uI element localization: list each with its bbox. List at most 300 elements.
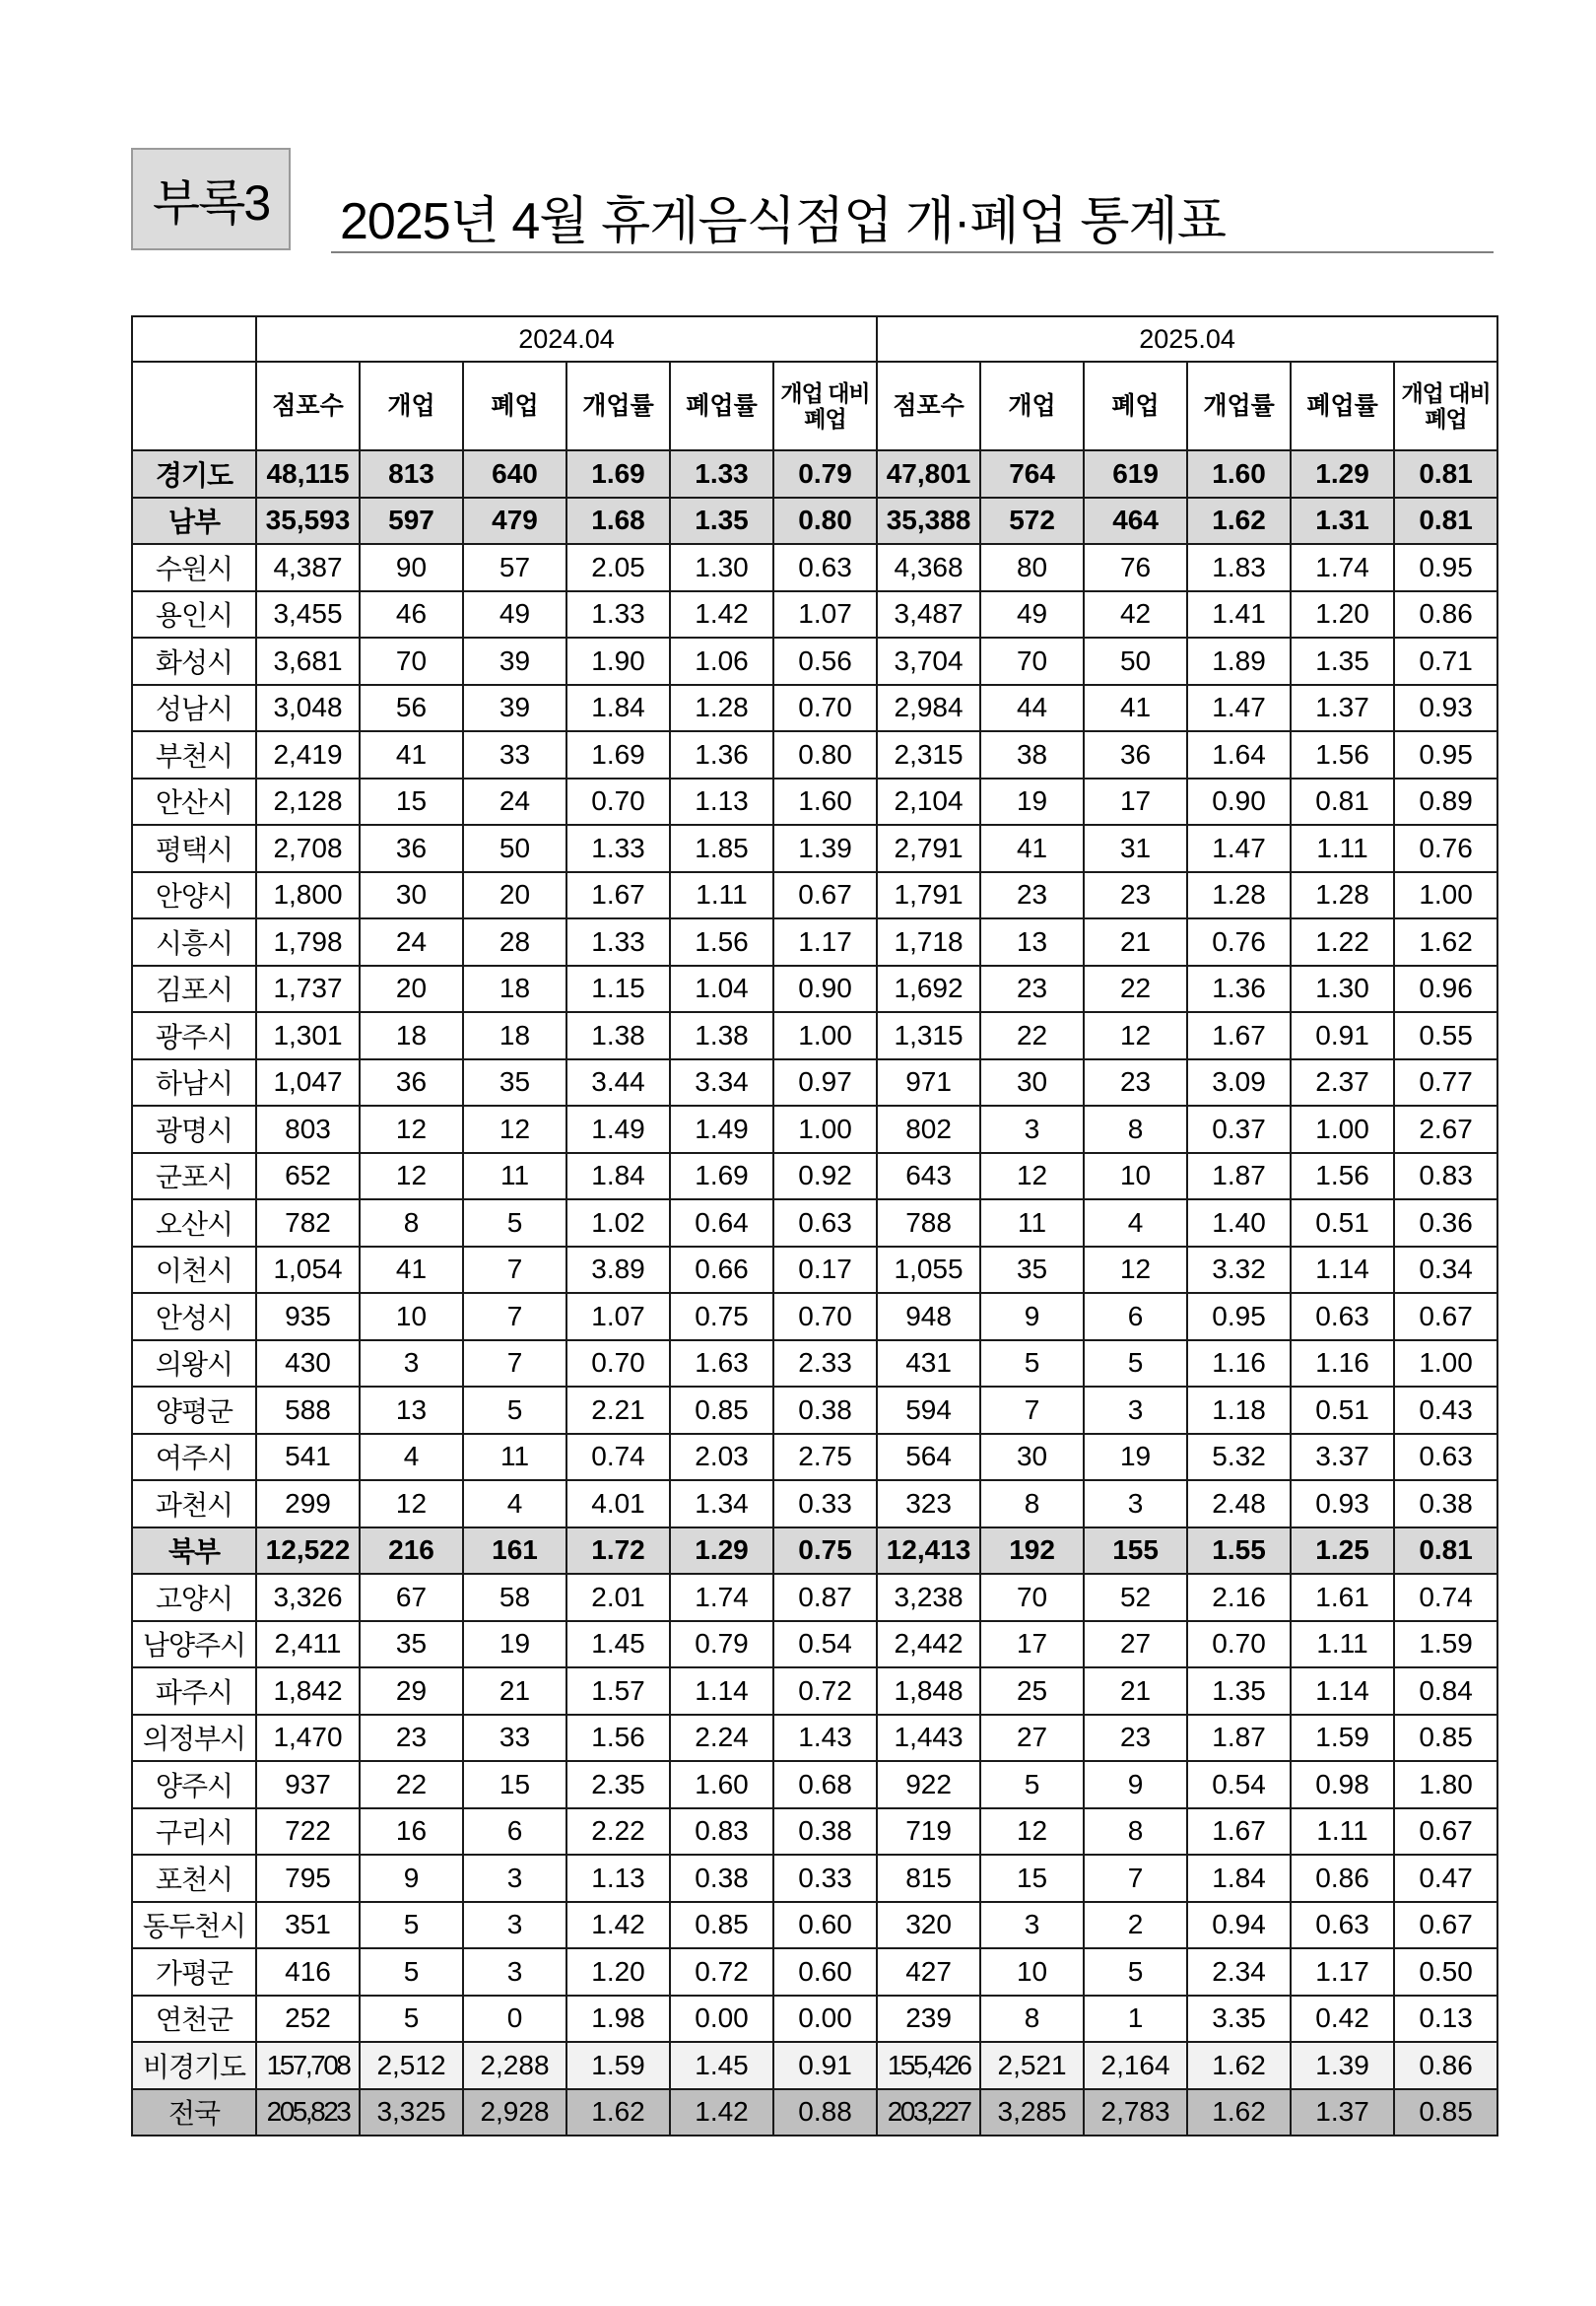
cell-openings-y2025: 192 [980, 1527, 1084, 1575]
cell-closures-y2025: 76 [1084, 544, 1187, 591]
table-row [132, 2042, 1497, 2089]
table-row [132, 1902, 1497, 1949]
cell-opening-rate-y2024: 1.69 [566, 731, 670, 779]
table-row [132, 2089, 1497, 2136]
table-row [132, 1715, 1497, 1762]
cell-store-count-y2025: 643 [877, 1153, 980, 1200]
table-row [132, 1480, 1497, 1527]
column-header-store-count: 점포수 [877, 362, 980, 450]
table-row [132, 1574, 1497, 1621]
cell-closure-to-opening-ratio-y2024: 0.91 [773, 2042, 877, 2089]
region-name-cell: 양평군 [132, 1387, 256, 1434]
cell-opening-rate-y2025: 0.90 [1187, 779, 1291, 826]
cell-closure-rate-y2024: 1.45 [670, 2042, 773, 2089]
cell-store-count-y2024: 722 [256, 1808, 360, 1856]
cell-openings-y2025: 3,285 [980, 2089, 1084, 2136]
cell-closure-to-opening-ratio-y2024: 0.68 [773, 1761, 877, 1808]
cell-openings-y2024: 12 [360, 1480, 463, 1527]
cell-store-count-y2025: 3,704 [877, 638, 980, 685]
cell-closures-y2025: 41 [1084, 685, 1187, 732]
cell-opening-rate-y2024: 1.59 [566, 2042, 670, 2089]
cell-openings-y2025: 12 [980, 1808, 1084, 1856]
region-name-cell: 의정부시 [132, 1715, 256, 1762]
cell-closure-rate-y2024: 1.30 [670, 544, 773, 591]
cell-closure-to-opening-ratio-y2024: 0.56 [773, 638, 877, 685]
cell-closures-y2024: 58 [463, 1574, 566, 1621]
column-header-closure-to-opening-ratio: 개업 대비 폐업 [773, 362, 877, 450]
column-header-closure-to-opening-ratio: 개업 대비 폐업 [1394, 362, 1497, 450]
cell-openings-y2025: 7 [980, 1387, 1084, 1434]
cell-closure-rate-y2025: 1.37 [1291, 685, 1394, 732]
cell-closure-to-opening-ratio-y2024: 0.72 [773, 1667, 877, 1715]
cell-closures-y2025: 31 [1084, 825, 1187, 872]
cell-closure-rate-y2024: 1.42 [670, 591, 773, 639]
cell-closures-y2024: 2,928 [463, 2089, 566, 2136]
cell-store-count-y2025: 155,426 [877, 2042, 980, 2089]
cell-store-count-y2025: 2,104 [877, 779, 980, 826]
cell-openings-y2025: 17 [980, 1621, 1084, 1668]
cell-closures-y2025: 12 [1084, 1012, 1187, 1059]
cell-openings-y2024: 70 [360, 638, 463, 685]
cell-closures-y2024: 11 [463, 1153, 566, 1200]
cell-openings-y2024: 3,325 [360, 2089, 463, 2136]
cell-opening-rate-y2024: 1.33 [566, 591, 670, 639]
cell-store-count-y2024: 1,470 [256, 1715, 360, 1762]
cell-closure-to-opening-ratio-y2025: 0.85 [1394, 2089, 1497, 2136]
cell-closure-rate-y2024: 1.36 [670, 731, 773, 779]
cell-closures-y2025: 2 [1084, 1902, 1187, 1949]
region-name-cell: 파주시 [132, 1667, 256, 1715]
cell-closure-to-opening-ratio-y2025: 2.67 [1394, 1106, 1497, 1153]
cell-closure-to-opening-ratio-y2025: 1.80 [1394, 1761, 1497, 1808]
cell-openings-y2024: 5 [360, 1996, 463, 2043]
cell-closures-y2025: 1 [1084, 1996, 1187, 2043]
cell-closures-y2025: 5 [1084, 1340, 1187, 1388]
cell-openings-y2025: 12 [980, 1153, 1084, 1200]
cell-closure-rate-y2025: 0.86 [1291, 1855, 1394, 1902]
cell-closure-to-opening-ratio-y2024: 0.60 [773, 1902, 877, 1949]
region-name-cell: 남양주시 [132, 1621, 256, 1668]
table-row [132, 591, 1497, 639]
cell-closure-rate-y2024: 0.72 [670, 1948, 773, 1996]
cell-closures-y2025: 21 [1084, 918, 1187, 966]
cell-closures-y2025: 42 [1084, 591, 1187, 639]
cell-store-count-y2025: 3,238 [877, 1574, 980, 1621]
cell-opening-rate-y2024: 1.13 [566, 1855, 670, 1902]
cell-closure-to-opening-ratio-y2025: 1.00 [1394, 872, 1497, 919]
cell-opening-rate-y2024: 1.84 [566, 685, 670, 732]
cell-opening-rate-y2024: 3.89 [566, 1247, 670, 1294]
cell-closure-rate-y2025: 0.51 [1291, 1199, 1394, 1247]
cell-opening-rate-y2024: 1.20 [566, 1948, 670, 1996]
table-row [132, 1527, 1497, 1575]
cell-closures-y2024: 49 [463, 591, 566, 639]
cell-opening-rate-y2025: 1.18 [1187, 1387, 1291, 1434]
cell-closure-to-opening-ratio-y2024: 0.33 [773, 1855, 877, 1902]
table-row [132, 1621, 1497, 1668]
table-row [132, 825, 1497, 872]
cell-store-count-y2025: 922 [877, 1761, 980, 1808]
cell-openings-y2025: 38 [980, 731, 1084, 779]
cell-store-count-y2025: 35,388 [877, 498, 980, 545]
cell-closures-y2025: 10 [1084, 1153, 1187, 1200]
region-name-cell: 성남시 [132, 685, 256, 732]
cell-closures-y2025: 8 [1084, 1106, 1187, 1153]
table-row [132, 779, 1497, 826]
cell-openings-y2024: 46 [360, 591, 463, 639]
cell-opening-rate-y2025: 2.48 [1187, 1480, 1291, 1527]
cell-closure-rate-y2025: 0.91 [1291, 1012, 1394, 1059]
cell-closure-to-opening-ratio-y2024: 0.92 [773, 1153, 877, 1200]
table-row [132, 685, 1497, 732]
cell-openings-y2025: 23 [980, 872, 1084, 919]
cell-openings-y2024: 597 [360, 498, 463, 545]
cell-opening-rate-y2024: 1.33 [566, 825, 670, 872]
cell-closures-y2025: 23 [1084, 872, 1187, 919]
cell-closure-to-opening-ratio-y2024: 0.97 [773, 1059, 877, 1107]
cell-opening-rate-y2025: 1.62 [1187, 498, 1291, 545]
cell-closure-to-opening-ratio-y2025: 0.13 [1394, 1996, 1497, 2043]
region-name-cell: 안양시 [132, 872, 256, 919]
cell-closure-to-opening-ratio-y2024: 1.39 [773, 825, 877, 872]
region-name-cell: 광주시 [132, 1012, 256, 1059]
cell-opening-rate-y2024: 1.07 [566, 1293, 670, 1340]
cell-closure-rate-y2025: 2.37 [1291, 1059, 1394, 1107]
cell-opening-rate-y2025: 1.55 [1187, 1527, 1291, 1575]
cell-store-count-y2025: 3,487 [877, 591, 980, 639]
cell-store-count-y2024: 588 [256, 1387, 360, 1434]
table-row [132, 1996, 1497, 2043]
cell-openings-y2024: 2,512 [360, 2042, 463, 2089]
cell-closure-rate-y2025: 1.56 [1291, 731, 1394, 779]
cell-openings-y2025: 15 [980, 1855, 1084, 1902]
cell-closure-to-opening-ratio-y2025: 1.00 [1394, 1340, 1497, 1388]
region-name-cell: 오산시 [132, 1199, 256, 1247]
cell-closures-y2024: 18 [463, 966, 566, 1013]
cell-openings-y2024: 20 [360, 966, 463, 1013]
period-header-2025: 2025.04 [877, 316, 1497, 362]
cell-closures-y2024: 11 [463, 1434, 566, 1481]
column-header-openings: 개업 [980, 362, 1084, 450]
cell-store-count-y2024: 205,823 [256, 2089, 360, 2136]
cell-closures-y2025: 27 [1084, 1621, 1187, 1668]
table-row [132, 1855, 1497, 1902]
cell-openings-y2024: 16 [360, 1808, 463, 1856]
cell-opening-rate-y2025: 1.64 [1187, 731, 1291, 779]
cell-closure-rate-y2025: 0.63 [1291, 1902, 1394, 1949]
cell-openings-y2025: 8 [980, 1996, 1084, 2043]
table-row [132, 1387, 1497, 1434]
cell-store-count-y2025: 2,315 [877, 731, 980, 779]
column-header-closures: 폐업 [1084, 362, 1187, 450]
cell-store-count-y2024: 937 [256, 1761, 360, 1808]
cell-openings-y2024: 41 [360, 731, 463, 779]
cell-closures-y2025: 3 [1084, 1480, 1187, 1527]
region-name-cell: 가평군 [132, 1948, 256, 1996]
cell-closure-to-opening-ratio-y2025: 0.86 [1394, 2042, 1497, 2089]
cell-opening-rate-y2025: 3.09 [1187, 1059, 1291, 1107]
cell-opening-rate-y2025: 1.87 [1187, 1715, 1291, 1762]
cell-openings-y2025: 3 [980, 1902, 1084, 1949]
cell-closure-rate-y2024: 1.11 [670, 872, 773, 919]
cell-closure-to-opening-ratio-y2025: 0.89 [1394, 779, 1497, 826]
cell-openings-y2025: 572 [980, 498, 1084, 545]
cell-closure-to-opening-ratio-y2024: 1.07 [773, 591, 877, 639]
region-name-cell: 경기도 [132, 450, 256, 498]
cell-opening-rate-y2024: 1.02 [566, 1199, 670, 1247]
cell-store-count-y2024: 299 [256, 1480, 360, 1527]
cell-closure-to-opening-ratio-y2025: 0.85 [1394, 1715, 1497, 1762]
cell-openings-y2025: 19 [980, 779, 1084, 826]
cell-closures-y2025: 155 [1084, 1527, 1187, 1575]
cell-openings-y2024: 5 [360, 1948, 463, 1996]
cell-store-count-y2025: 1,055 [877, 1247, 980, 1294]
cell-closure-rate-y2024: 1.04 [670, 966, 773, 1013]
cell-opening-rate-y2025: 1.16 [1187, 1340, 1291, 1388]
cell-closures-y2024: 19 [463, 1621, 566, 1668]
table-row [132, 1948, 1497, 1996]
cell-closures-y2024: 33 [463, 1715, 566, 1762]
cell-openings-y2024: 813 [360, 450, 463, 498]
region-name-cell: 포천시 [132, 1855, 256, 1902]
cell-opening-rate-y2024: 3.44 [566, 1059, 670, 1107]
table-body [132, 450, 1497, 2136]
cell-closure-rate-y2025: 1.61 [1291, 1574, 1394, 1621]
cell-store-count-y2024: 2,128 [256, 779, 360, 826]
cell-openings-y2025: 25 [980, 1667, 1084, 1715]
cell-closure-rate-y2024: 0.75 [670, 1293, 773, 1340]
cell-store-count-y2025: 1,791 [877, 872, 980, 919]
cell-closure-rate-y2024: 0.79 [670, 1621, 773, 1668]
cell-store-count-y2025: 1,443 [877, 1715, 980, 1762]
cell-store-count-y2024: 935 [256, 1293, 360, 1340]
region-name-cell: 안성시 [132, 1293, 256, 1340]
cell-openings-y2024: 5 [360, 1902, 463, 1949]
cell-store-count-y2024: 35,593 [256, 498, 360, 545]
cell-openings-y2025: 5 [980, 1340, 1084, 1388]
cell-openings-y2025: 35 [980, 1247, 1084, 1294]
cell-store-count-y2024: 3,326 [256, 1574, 360, 1621]
cell-closure-rate-y2025: 1.11 [1291, 1808, 1394, 1856]
region-name-cell: 평택시 [132, 825, 256, 872]
cell-closure-rate-y2024: 1.49 [670, 1106, 773, 1153]
cell-closure-to-opening-ratio-y2024: 0.70 [773, 685, 877, 732]
cell-closure-to-opening-ratio-y2024: 0.67 [773, 872, 877, 919]
cell-closures-y2024: 3 [463, 1902, 566, 1949]
table-row [132, 1293, 1497, 1340]
cell-opening-rate-y2024: 1.42 [566, 1902, 670, 1949]
cell-opening-rate-y2025: 1.84 [1187, 1855, 1291, 1902]
cell-closure-rate-y2025: 1.11 [1291, 825, 1394, 872]
column-header-closure-rate: 폐업률 [1291, 362, 1394, 450]
cell-closures-y2024: 57 [463, 544, 566, 591]
cell-closure-to-opening-ratio-y2025: 0.63 [1394, 1434, 1497, 1481]
cell-store-count-y2024: 3,048 [256, 685, 360, 732]
region-name-cell: 부천시 [132, 731, 256, 779]
cell-store-count-y2025: 431 [877, 1340, 980, 1388]
cell-store-count-y2024: 416 [256, 1948, 360, 1996]
cell-closure-rate-y2025: 1.00 [1291, 1106, 1394, 1153]
cell-openings-y2025: 49 [980, 591, 1084, 639]
cell-opening-rate-y2025: 0.70 [1187, 1621, 1291, 1668]
cell-closures-y2024: 5 [463, 1199, 566, 1247]
cell-openings-y2024: 13 [360, 1387, 463, 1434]
cell-opening-rate-y2024: 1.62 [566, 2089, 670, 2136]
cell-closure-to-opening-ratio-y2025: 0.95 [1394, 731, 1497, 779]
cell-closures-y2024: 39 [463, 685, 566, 732]
cell-closure-rate-y2024: 0.85 [670, 1902, 773, 1949]
cell-closure-rate-y2024: 1.74 [670, 1574, 773, 1621]
cell-openings-y2025: 11 [980, 1199, 1084, 1247]
cell-closure-to-opening-ratio-y2025: 0.74 [1394, 1574, 1497, 1621]
cell-openings-y2024: 18 [360, 1012, 463, 1059]
cell-store-count-y2024: 1,798 [256, 918, 360, 966]
cell-closure-rate-y2024: 0.83 [670, 1808, 773, 1856]
region-name-cell: 고양시 [132, 1574, 256, 1621]
cell-closure-to-opening-ratio-y2024: 0.60 [773, 1948, 877, 1996]
cell-openings-y2025: 30 [980, 1434, 1084, 1481]
cell-openings-y2024: 3 [360, 1340, 463, 1388]
cell-openings-y2024: 8 [360, 1199, 463, 1247]
cell-store-count-y2024: 1,842 [256, 1667, 360, 1715]
cell-openings-y2025: 27 [980, 1715, 1084, 1762]
cell-store-count-y2024: 2,411 [256, 1621, 360, 1668]
table-row [132, 1340, 1497, 1388]
cell-closure-rate-y2025: 0.42 [1291, 1996, 1394, 2043]
cell-store-count-y2024: 351 [256, 1902, 360, 1949]
cell-closures-y2025: 9 [1084, 1761, 1187, 1808]
table-row [132, 638, 1497, 685]
cell-opening-rate-y2024: 1.72 [566, 1527, 670, 1575]
cell-openings-y2024: 12 [360, 1106, 463, 1153]
cell-closure-rate-y2025: 1.25 [1291, 1527, 1394, 1575]
cell-opening-rate-y2025: 5.32 [1187, 1434, 1291, 1481]
cell-store-count-y2024: 1,047 [256, 1059, 360, 1107]
cell-closure-to-opening-ratio-y2025: 0.81 [1394, 1527, 1497, 1575]
cell-closures-y2024: 18 [463, 1012, 566, 1059]
cell-closures-y2025: 17 [1084, 779, 1187, 826]
cell-opening-rate-y2025: 1.28 [1187, 872, 1291, 919]
cell-closure-to-opening-ratio-y2024: 0.38 [773, 1808, 877, 1856]
cell-openings-y2024: 9 [360, 1855, 463, 1902]
cell-closure-to-opening-ratio-y2024: 1.17 [773, 918, 877, 966]
cell-closures-y2024: 479 [463, 498, 566, 545]
table-row [132, 966, 1497, 1013]
cell-closure-to-opening-ratio-y2025: 0.71 [1394, 638, 1497, 685]
cell-opening-rate-y2024: 1.45 [566, 1621, 670, 1668]
cell-closure-rate-y2024: 1.06 [670, 638, 773, 685]
cell-store-count-y2024: 157,708 [256, 2042, 360, 2089]
period-header-2024: 2024.04 [256, 316, 877, 362]
cell-store-count-y2024: 541 [256, 1434, 360, 1481]
cell-closure-to-opening-ratio-y2024: 0.79 [773, 450, 877, 498]
cell-opening-rate-y2024: 2.05 [566, 544, 670, 591]
cell-closure-to-opening-ratio-y2025: 0.81 [1394, 498, 1497, 545]
table-row [132, 1106, 1497, 1153]
cell-opening-rate-y2025: 1.47 [1187, 825, 1291, 872]
region-name-cell: 남부 [132, 498, 256, 545]
cell-opening-rate-y2024: 1.90 [566, 638, 670, 685]
cell-opening-rate-y2024: 1.84 [566, 1153, 670, 1200]
cell-closure-rate-y2024: 0.85 [670, 1387, 773, 1434]
cell-store-count-y2024: 782 [256, 1199, 360, 1247]
cell-closure-to-opening-ratio-y2025: 0.93 [1394, 685, 1497, 732]
cell-opening-rate-y2024: 2.22 [566, 1808, 670, 1856]
cell-closure-rate-y2025: 0.81 [1291, 779, 1394, 826]
cell-openings-y2025: 41 [980, 825, 1084, 872]
cell-closure-rate-y2024: 1.28 [670, 685, 773, 732]
cell-closures-y2025: 5 [1084, 1948, 1187, 1996]
cell-closure-to-opening-ratio-y2024: 0.87 [773, 1574, 877, 1621]
cell-closure-to-opening-ratio-y2025: 0.84 [1394, 1667, 1497, 1715]
region-name-cell: 용인시 [132, 591, 256, 639]
cell-closure-rate-y2024: 1.33 [670, 450, 773, 498]
cell-closure-to-opening-ratio-y2025: 0.47 [1394, 1855, 1497, 1902]
cell-closure-rate-y2025: 0.93 [1291, 1480, 1394, 1527]
cell-closure-to-opening-ratio-y2025: 0.83 [1394, 1153, 1497, 1200]
table-row [132, 872, 1497, 919]
cell-openings-y2025: 80 [980, 544, 1084, 591]
cell-closure-rate-y2025: 1.39 [1291, 2042, 1394, 2089]
cell-closure-rate-y2024: 2.24 [670, 1715, 773, 1762]
cell-opening-rate-y2024: 2.21 [566, 1387, 670, 1434]
page-title: 2025년 4월 휴게음식점업 개·폐업 통계표 [340, 193, 1226, 250]
cell-closures-y2024: 21 [463, 1667, 566, 1715]
cell-closures-y2024: 15 [463, 1761, 566, 1808]
cell-closure-rate-y2025: 1.17 [1291, 1948, 1394, 1996]
cell-openings-y2025: 13 [980, 918, 1084, 966]
cell-openings-y2025: 70 [980, 638, 1084, 685]
cell-closure-rate-y2025: 1.56 [1291, 1153, 1394, 1200]
cell-closure-rate-y2025: 1.59 [1291, 1715, 1394, 1762]
cell-closure-rate-y2025: 1.37 [1291, 2089, 1394, 2136]
cell-store-count-y2024: 430 [256, 1340, 360, 1388]
table-row [132, 1059, 1497, 1107]
cell-closures-y2025: 4 [1084, 1199, 1187, 1247]
cell-closures-y2025: 23 [1084, 1059, 1187, 1107]
cell-closure-to-opening-ratio-y2024: 0.38 [773, 1387, 877, 1434]
cell-store-count-y2024: 3,681 [256, 638, 360, 685]
cell-closure-to-opening-ratio-y2024: 0.80 [773, 498, 877, 545]
cell-store-count-y2025: 719 [877, 1808, 980, 1856]
cell-closure-rate-y2024: 2.03 [670, 1434, 773, 1481]
title-underline [331, 251, 1494, 253]
region-name-cell: 안산시 [132, 779, 256, 826]
cell-closure-to-opening-ratio-y2024: 2.33 [773, 1340, 877, 1388]
table-row [132, 498, 1497, 545]
cell-closures-y2024: 24 [463, 779, 566, 826]
cell-closures-y2024: 0 [463, 1996, 566, 2043]
cell-closure-rate-y2025: 1.16 [1291, 1340, 1394, 1388]
cell-opening-rate-y2025: 3.32 [1187, 1247, 1291, 1294]
cell-closures-y2025: 21 [1084, 1667, 1187, 1715]
cell-store-count-y2024: 2,708 [256, 825, 360, 872]
cell-closure-rate-y2024: 1.29 [670, 1527, 773, 1575]
cell-store-count-y2025: 971 [877, 1059, 980, 1107]
cell-closures-y2025: 50 [1084, 638, 1187, 685]
cell-closure-to-opening-ratio-y2025: 0.95 [1394, 544, 1497, 591]
region-name-cell: 시흥시 [132, 918, 256, 966]
column-header-openings: 개업 [360, 362, 463, 450]
region-column-header-blank [132, 362, 256, 450]
cell-openings-y2025: 30 [980, 1059, 1084, 1107]
cell-opening-rate-y2024: 1.98 [566, 1996, 670, 2043]
cell-openings-y2025: 44 [980, 685, 1084, 732]
cell-closure-rate-y2025: 1.11 [1291, 1621, 1394, 1668]
cell-closure-rate-y2025: 1.30 [1291, 966, 1394, 1013]
cell-openings-y2024: 30 [360, 872, 463, 919]
region-header-blank [132, 316, 256, 362]
